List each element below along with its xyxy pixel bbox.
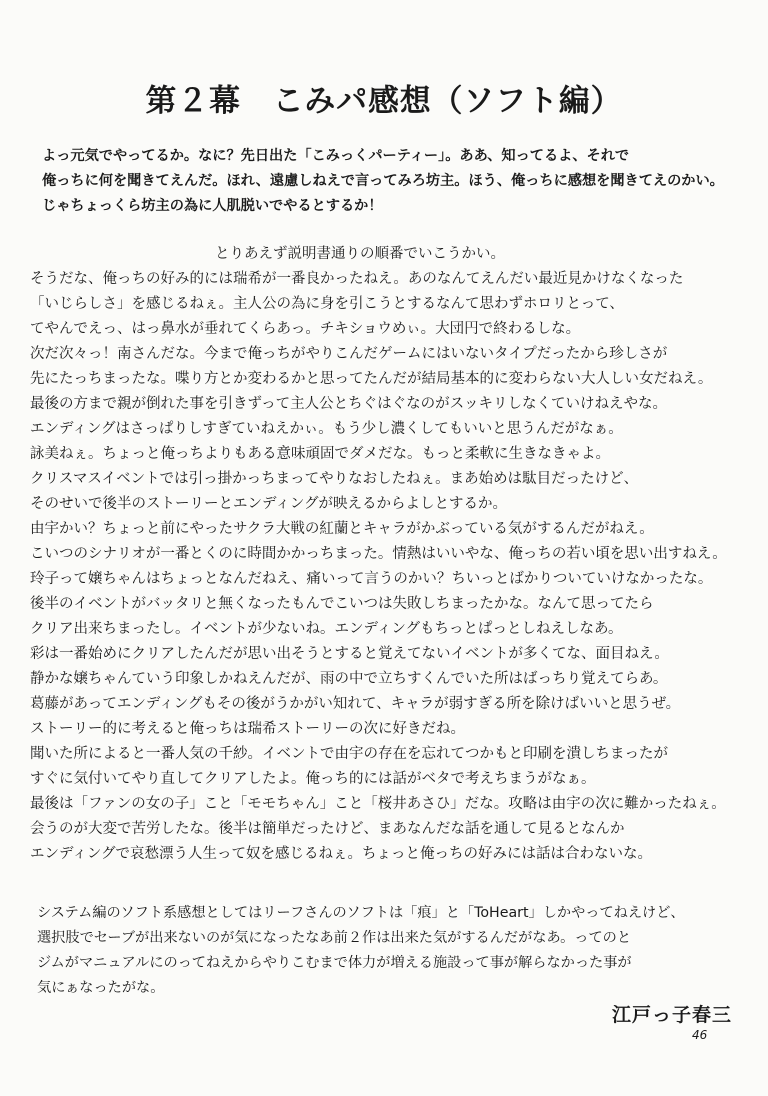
body-line: 会うのが大変で苦労したな。後半は簡単だったけど、まあなんだな話を通して見るとなんか [30, 821, 625, 837]
body-line: 葛藤があってエンディングもその後がうかがい知れて、キャラが弱すぎる所を除けばいいと思うぜ。 [30, 696, 681, 712]
body-line: ストーリー的に考えると俺っちは瑞希ストーリーの次に好きだね。 [30, 721, 465, 737]
body-line: 玲子って嬢ちゃんはちょっとなんだねえ、痛いって言うのかい？ちいっとばかりついていけなかったな。 [30, 571, 713, 587]
body-line: エンディングで哀愁漂う人生って奴を感じるねぇ。ちょっと俺っちの好みには話は合わないな。 [30, 846, 653, 862]
body-line: 詠美ねぇ。ちょっと俺っちよりもある意味頑固でダメだな。もっと柔軟に生きなきゃよ。 [30, 446, 610, 462]
body-line: 最後は「ファンの女の子」こと「モモちゃん」こと「桜井あさひ」だな。攻略は由宇の次に難かったねぇ。 [30, 796, 726, 812]
body-line: すぐに気付いてやり直してクリアしたよ。俺っち的には話がベタで考えちまうがなぁ。 [30, 771, 596, 787]
body-line: とりあえず説明書通りの順番でいこうかい。 [215, 246, 505, 262]
system-line: 選択肢でセーブが出来ないのが気になったなあ前２作は出来た気がするんだがなあ。ってのと [37, 930, 632, 946]
body-line: クリスマスイベントでは引っ掛かっちまってやりなおしたねぇ。まあ始めは駄目だったけど、 [30, 471, 639, 487]
body-line: そうだな、俺っちの好み的には瑞希が一番良かったねえ。あのなんてえんだい最近見かけなくなった [30, 271, 684, 287]
author-signature: 江戸っ子春三 [612, 1004, 733, 1026]
page-number: 46 [692, 1028, 708, 1042]
system-line: 気にぁなったがな。 [37, 980, 165, 996]
body-line: 後半のイベントがバッタリと無くなったもんでこいつは失敗しちまったかな。なんて思ってたら [30, 596, 654, 612]
page-title: 第２幕 こみパ感想（ソフト編） [145, 83, 623, 119]
intro-line: よっ元気でやってるか。なに？先日出た「こみっくパーティー」。ああ、知ってるよ、それで [42, 148, 630, 164]
body-line: 「いじらしさ」を感じるねぇ。主人公の為に身を引こうとするなんて思わずホロリとって、 [30, 296, 624, 312]
body-line: 彩は一番始めにクリアしたんだが思い出そうとすると覚えてないイベントが多くてな、面目ねえ。 [30, 646, 669, 662]
body-line: 最後の方まで親が倒れた事を引きずって主人公とちぐはぐなのがスッキリしなくていけねえやな。 [30, 396, 667, 412]
system-line: システム編のソフト系感想としてはリーフさんのソフトは「痕」と「ToHeart」しかやってねえけど、 [37, 905, 685, 921]
intro-line: じゃちょっくら坊主の為に人肌脱いでやるとするか！ [42, 198, 383, 214]
body-line: 先にたっちまったな。喋り方とか変わるかと思ってたんだが結局基本的に変わらない大人しい女だねえ。 [30, 371, 713, 387]
body-line: 由宇かい？ちょっと前にやったサクラ大戦の紅蘭とキャラがかぶっている気がするんだがねえ。 [30, 521, 654, 537]
body-line: 静かな嬢ちゃんていう印象しかねえんだが、雨の中で立ちすくんでいた所はばっちり覚えてらあ。 [30, 671, 668, 687]
body-line: 次だ次々っ！南さんだな。今まで俺っちがやりこんだゲームにはいないタイプだったから珍しさが [30, 346, 668, 362]
body-line: そのせいで後半のストーリーとエンディングが映えるからよしとするか。 [30, 496, 508, 512]
body-line: こいつのシナリオが一番とくのに時間かかっちまった。情熱はいいやな、俺っちの若い頃を思い出すねえ。 [30, 546, 727, 562]
body-line: 聞いた所によると一番人気の千紗。イベントで由宇の存在を忘れてつかもと印刷を潰しちまったが [30, 746, 668, 762]
body-line: てやんでえっ、はっ鼻水が垂れてくらあっ。チキショウめぃ。大団円で終わるしな。 [30, 321, 581, 337]
intro-line: 俺っちに何を聞きてえんだ。ほれ、遠慮しねえで言ってみろ坊主。ほう、俺っちに感想を聞きてえのかい。 [42, 173, 724, 189]
body-line: エンディングはさっぱりしすぎていねえかぃ。もう少し濃くしてもいいと思うんだがなぁ。 [30, 421, 623, 437]
body-line: クリア出来ちまったし。イベントが少ないね。エンディングもちっとぱっとしねえしなあ。 [30, 621, 623, 637]
system-line: ジムがマニュアルにのってねえからやりこむまで体力が増える施設って事が解らなかった事が [37, 955, 632, 971]
